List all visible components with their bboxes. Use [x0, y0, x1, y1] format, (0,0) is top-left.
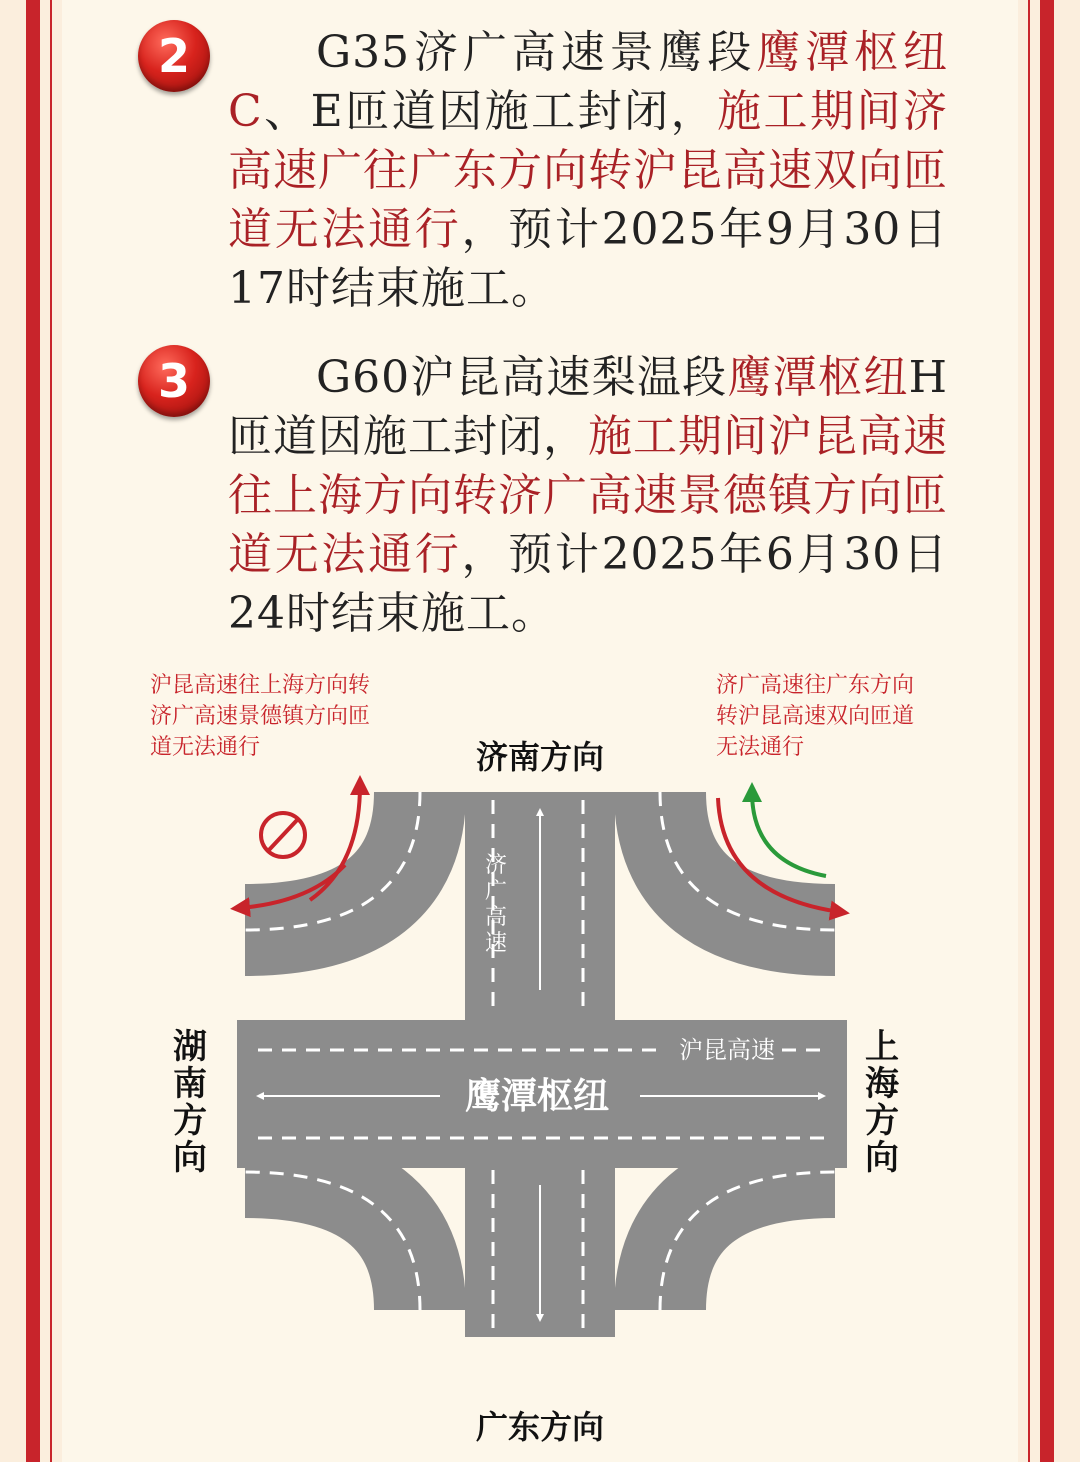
- notice-2-text: G35济广高速景鹰段鹰潭枢纽C、E匝道因施工封闭，施工期间济高速广往广东方向转沪昆高速双向匝道无法通行，预计2025年9月30日17时结束施工。: [228, 27, 949, 314]
- svg-text:济广高速往广东方向: 济广高速往广东方向: [716, 673, 915, 698]
- south-direction: 广东方向: [475, 1408, 605, 1446]
- ns-road-label: [485, 853, 507, 956]
- east-direction: [865, 1027, 899, 1178]
- svg-text:无法通行: 无法通行: [716, 735, 805, 760]
- ew-road-label: 沪昆高速: [679, 1036, 775, 1064]
- svg-text:沪昆高速往上海方向转: 沪昆高速往上海方向转: [150, 673, 371, 698]
- west-direction: [173, 1027, 207, 1178]
- north-direction: 济南方向: [475, 738, 605, 776]
- svg-text:广: 广: [484, 879, 508, 904]
- svg-text:海: 海: [865, 1064, 899, 1104]
- notice-3-badge: 3: [138, 345, 210, 417]
- svg-text:方: 方: [173, 1101, 207, 1141]
- notice-3-text: G60沪昆高速梨温段鹰潭枢纽H匝道因施工封闭，施工期间沪昆高速往上海方向转济广高速景德镇方向匝道无法通行，预计2025年6月30日24时结束施工。: [228, 352, 949, 639]
- notice-2: [228, 23, 948, 318]
- svg-text:高: 高: [484, 905, 508, 930]
- notice-3: [228, 348, 948, 643]
- svg-text:道无法通行: 道无法通行: [150, 735, 261, 760]
- notice-2-badge: 2: [138, 20, 210, 92]
- svg-text:向: 向: [865, 1138, 899, 1178]
- no-entry-icon: [261, 813, 305, 857]
- svg-text:向: 向: [173, 1138, 207, 1178]
- svg-text:上: 上: [865, 1027, 899, 1067]
- svg-text:方: 方: [865, 1101, 899, 1141]
- svg-text:济广高速景德镇方向匝: 济广高速景德镇方向匝: [150, 704, 371, 729]
- interchange-name: 鹰潭枢纽: [464, 1076, 610, 1117]
- note-right: [716, 673, 914, 760]
- svg-text:湖: 湖: [173, 1027, 207, 1067]
- svg-text:济: 济: [484, 853, 508, 878]
- open-route-arrow: [752, 792, 826, 876]
- svg-text:转沪昆高速双向匝道: 转沪昆高速双向匝道: [716, 704, 915, 729]
- interchange-diagram: [0, 640, 1080, 1462]
- svg-text:南: 南: [173, 1064, 207, 1104]
- svg-text:速: 速: [484, 931, 508, 956]
- note-left: [150, 673, 370, 760]
